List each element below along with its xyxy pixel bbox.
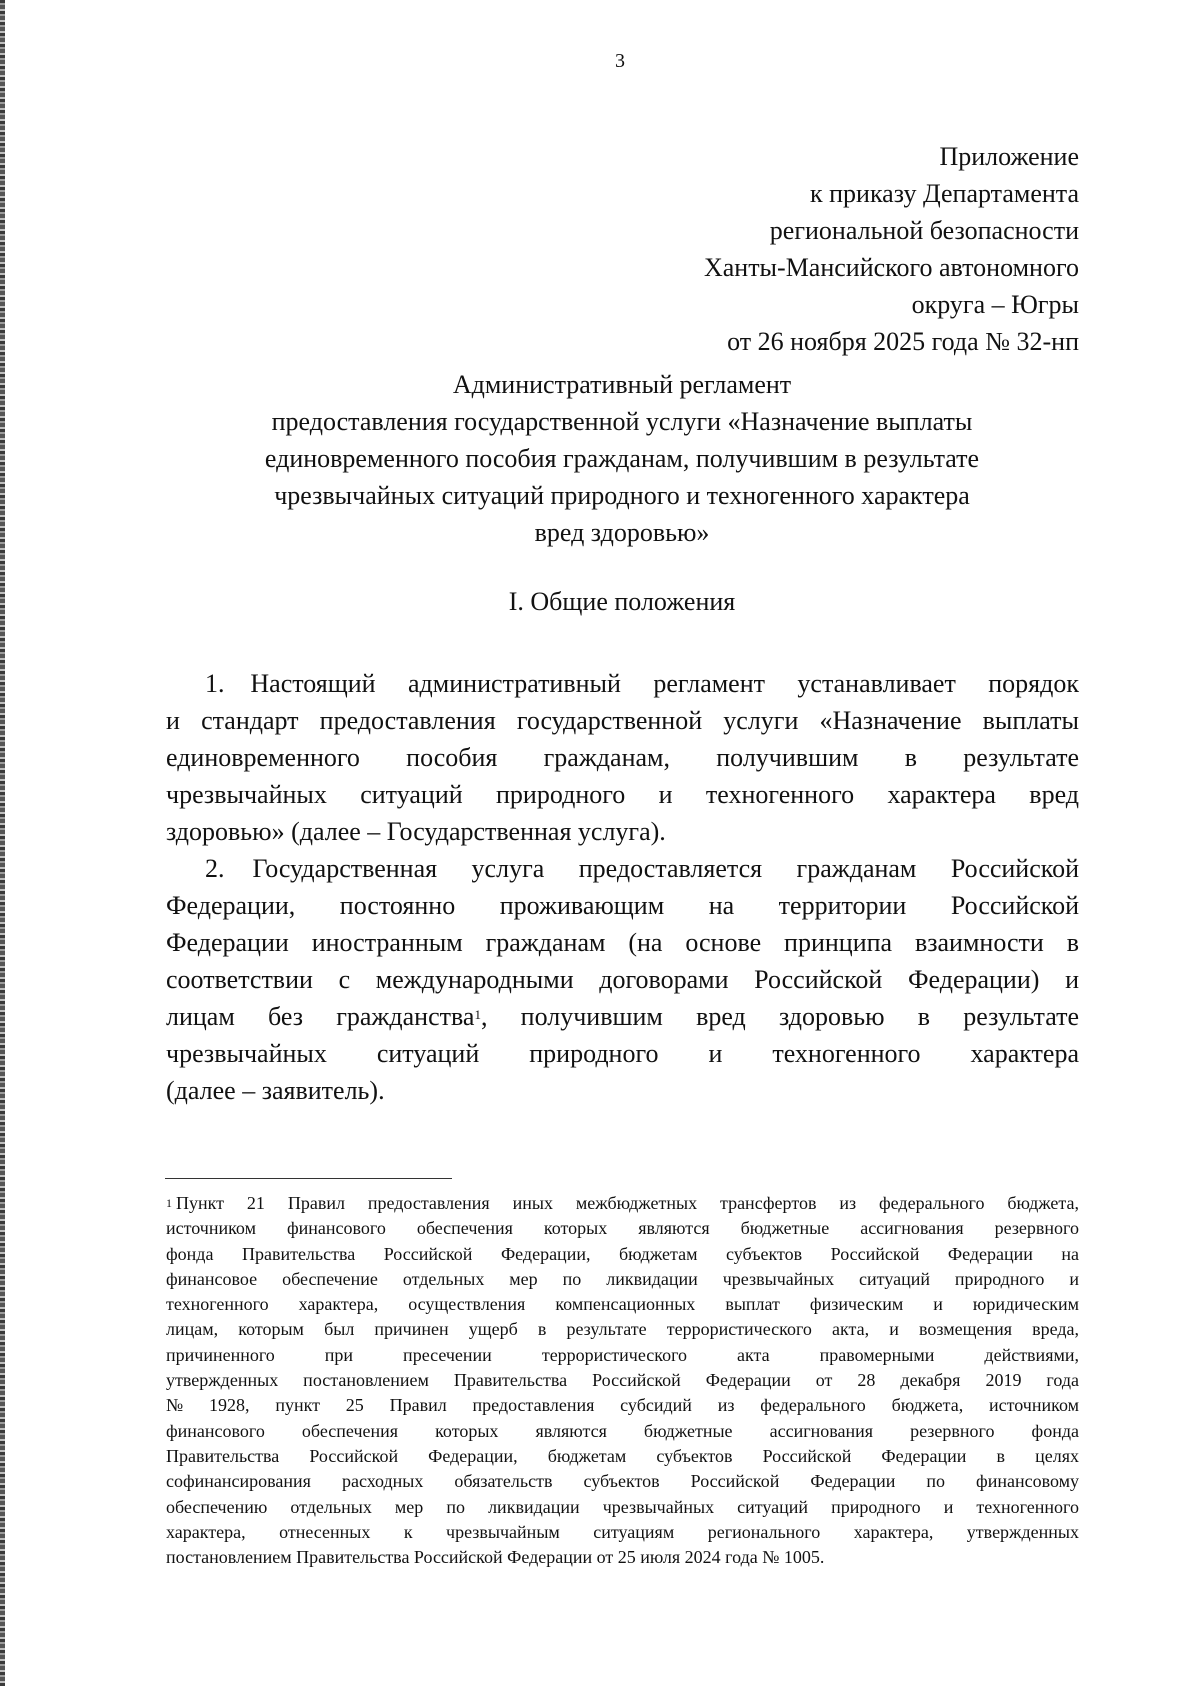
paragraph-line [166,924,1079,961]
footnote-line [166,1419,1079,1444]
footnote-line [166,1393,1079,1418]
title-line: предоставления государственной услуги «Назначение выплаты [271,407,973,436]
paragraph-text: Настоящий административный регламент устанавливает порядок [250,669,1079,698]
footnote [166,1191,1079,1570]
paragraph-line [166,1035,1079,1072]
paragraph-text: Федерации, постоянно проживающим на территории Российской [166,891,1079,920]
footnote-line [166,1343,1079,1368]
footnote-text: фонда Правительства Российской Федерации, бюджетам субъектов Российской Федерации на [166,1243,1079,1264]
paragraph-number: 1. [205,669,225,698]
paragraph-line [166,702,1079,739]
footnote-text: утвержденных постановлением Правительства Российской Федерации от 28 декабря 2019 года [166,1370,1079,1391]
paragraph-text: единовременного пособия гражданам, получившим в результате [166,743,1079,772]
title-line: единовременного пособия гражданам, получившим в результате [264,444,980,473]
appendix-line: региональной безопасности [769,216,1079,245]
appendix-line: к приказу Департамента [809,179,1079,208]
appendix-line: округа – Югры [911,290,1079,319]
footnote-mark: 1 [166,1196,172,1210]
footnote-text: источником финансового обеспечения которых являются бюджетные ассигнования резервного [166,1218,1079,1239]
paragraph-text: (далее – заявитель). [166,1076,385,1105]
paragraph-line [166,850,1079,887]
footnote-separator [165,1178,452,1179]
footnote-text: обеспечению отдельных мер по ликвидации чрезвычайных ситуаций природного и техногенного [166,1496,1079,1517]
footnote-first-line [166,1191,1079,1216]
footnote-line [166,1292,1079,1317]
footnote-text: характера, отнесенных к чрезвычайным ситуациям регионального характера, утвержденных [166,1521,1079,1542]
footnote-text: финансовое обеспечение отдельных мер по ликвидации чрезвычайных ситуаций природного и [166,1268,1079,1289]
footnote-line [166,1242,1079,1267]
footnote-text: Правительства Российской Федерации, бюджетам субъектов Российской Федерации в целях [166,1445,1079,1466]
paragraph-line [166,1072,1079,1109]
document-title [165,366,1079,551]
footnote-line [166,1444,1079,1469]
paragraph-text: , получившим вред здоровью в результате [480,1002,1079,1031]
footnote-line [166,1267,1079,1292]
paragraph-line [166,665,1079,702]
footnote-text: постановлением Правительства Российской Федерации от 25 июля 2024 года № 1005. [166,1547,825,1568]
paragraph-line [166,961,1079,998]
footnote-text: № 1928, пункт 25 Правил предоставления субсидий из федерального бюджета, источником [166,1395,1079,1416]
paragraph-text: лицам без гражданства [166,1002,475,1031]
footnote-text: Пункт 21 Правил предоставления иных межбюджетных трансфертов из федерального бюджета, [176,1193,1079,1213]
title-line: вред здоровью» [534,518,710,547]
paragraph-line [166,998,1079,1035]
paragraph-text: соответствии с международными договорами Российской Федерации) и [166,965,1079,994]
document-body [166,665,1079,1109]
paragraph-text: Федерации иностранным гражданам (на основе принципа взаимности в [166,928,1079,957]
footnote-line [166,1368,1079,1393]
appendix-line: Ханты-Мансийского автономного [703,253,1079,282]
paragraph-line [166,739,1079,776]
footnote-line [166,1191,1079,1216]
section-heading: I. Общие положения [508,587,736,616]
paragraph-text: чрезвычайных ситуаций природного и техногенного характера [166,1039,1079,1068]
footnote-reference[interactable]: 1 [474,1007,481,1022]
title-line: чрезвычайных ситуаций природного и техногенного характера [274,481,970,510]
footnote-line [166,1545,1079,1570]
title-line: Административный регламент [452,370,792,399]
paragraph-text: здоровью» (далее – Государственная услуга). [166,817,666,846]
footnote-text: софинансирования расходных обязательств субъектов Российской Федерации по финансовому [166,1471,1079,1492]
footnote-line [166,1495,1079,1520]
scan-edge [0,0,5,1686]
footnote-line [166,1317,1079,1342]
paragraph-text-with-footnote [166,998,1079,1035]
paragraph-text: чрезвычайных ситуаций природного и техногенного характера вред [166,780,1079,809]
paragraph-number: 2. [205,854,225,883]
footnote-line [166,1469,1079,1494]
footnote-text: лицам, которым был причинен ущерб в результате террористического акта, и возмещения вреда, [166,1319,1079,1340]
appendix-block [704,138,1079,360]
footnote-line [166,1520,1079,1545]
footnote-text: причиненного при пресечении террористического акта правомерными действиями, [166,1344,1079,1365]
footnote-text: техногенного характера, осуществления компенсационных выплат физическим и юридическим [166,1294,1079,1315]
paragraph-text: и стандарт предоставления государственной услуги «Назначение выплаты [166,706,1079,735]
paragraph-line [166,776,1079,813]
appendix-line: от 26 ноября 2025 года № 32-нп [727,327,1079,356]
paragraph-line [166,887,1079,924]
footnote-line [166,1216,1079,1241]
appendix-line: Приложение [939,142,1079,171]
paragraph-text: Государственная услуга предоставляется гражданам Российской [252,854,1079,883]
footnote-text: финансового обеспечения которых являются бюджетные ассигнования резервного фонда [166,1420,1079,1441]
page-number: 3 [615,50,625,72]
paragraph-line [166,813,1079,850]
